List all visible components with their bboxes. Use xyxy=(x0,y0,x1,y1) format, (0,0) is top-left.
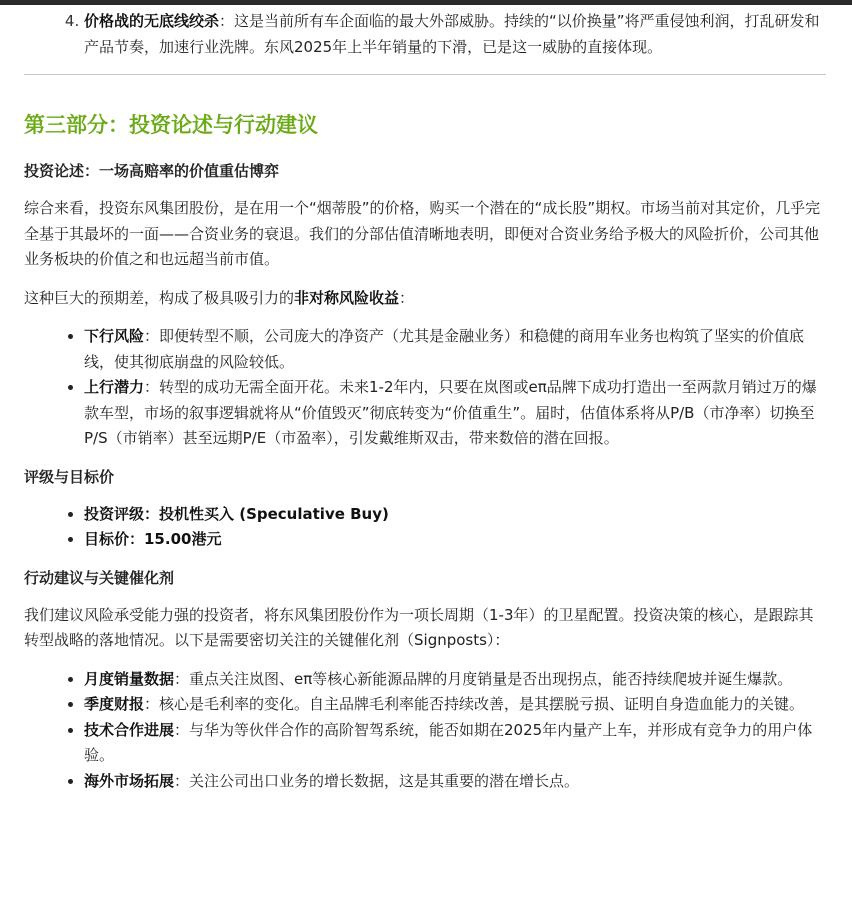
target-price-text: 目标价：15.00港元 xyxy=(84,530,222,548)
list-item xyxy=(84,718,826,769)
emphasis-text: 非对称风险收益 xyxy=(294,288,400,307)
paragraph-colon: ： xyxy=(399,288,415,307)
list-item xyxy=(84,9,826,60)
item-text: ：这是当前所有车企面临的最大外部威胁。持续的“以价换量”将严重侵蚀利润，打乱研发和产品节奏，加速行业洗牌。东风2025年上半年销量的下滑，已是这一威胁的直接体现。 xyxy=(84,12,820,56)
item-text: ：与华为等伙伴合作的高阶智驾系统，能否如期在2025年内量产上车，并形成有竞争力的用户体验。 xyxy=(84,720,813,764)
risk-list xyxy=(24,324,826,452)
list-item xyxy=(84,692,826,718)
asymmetric-paragraph xyxy=(24,286,826,312)
threats-list xyxy=(24,9,826,60)
section-divider xyxy=(24,74,826,75)
paragraph-text: 这种巨大的预期差，构成了极具吸引力的 xyxy=(24,288,295,307)
item-text: ：关注公司出口业务的增长数据，这是其重要的潜在增长点。 xyxy=(174,771,580,790)
thesis-heading: 投资论述：一场高赔率的价值重估博弈 xyxy=(24,162,280,180)
section-title: 第三部分：投资论述与行动建议 xyxy=(24,113,318,137)
item-title: 月度销量数据 xyxy=(84,669,175,688)
item-title: 季度财报 xyxy=(84,695,145,713)
list-item xyxy=(84,527,826,553)
item-text: ：核心是毛利率的变化。自主品牌毛利率能否持续改善，是其摆脱亏损、证明自身造血能力的关键。 xyxy=(144,695,805,713)
thesis-paragraph: 综合来看，投资东风集团股份，是在用一个“烟蒂股”的价格，购买一个潜在的“成长股”期权。市场当前对其定价，几乎完全基于其最坏的一面——合资业务的衰退。我们的分部估值清晰地表明，即便对合资业务给予极大的风险折价，公司其他业务板块的价值之和也远超当前市值。 xyxy=(24,199,821,268)
top-edge-bar xyxy=(0,0,852,5)
item-title: 上行潜力 xyxy=(84,378,145,396)
rating-heading: 评级与目标价 xyxy=(24,467,115,486)
list-item xyxy=(84,667,826,693)
rating-list xyxy=(24,502,826,553)
list-item xyxy=(84,769,826,795)
action-heading: 行动建议与关键催化剂 xyxy=(24,568,175,587)
item-title: 价格战的无底线绞杀 xyxy=(84,12,220,30)
rating-text: 投资评级：投机性买入 (Speculative Buy) xyxy=(84,504,389,523)
catalyst-list xyxy=(24,667,826,795)
action-paragraph: 我们建议风险承受能力强的投资者，将东风集团股份作为一项长周期（1-3年）的卫星配置。投资决策的核心，是跟踪其转型战略的落地情况。以下是需要密切关注的关键催化剂（Signposts）： xyxy=(24,605,814,649)
item-text: ：即便转型不顺，公司庞大的净资产（尤其是金融业务）和稳健的商用车业务也构筑了坚实的价值底线，使其彻底崩盘的风险较低。 xyxy=(84,327,805,371)
item-title: 海外市场拓展 xyxy=(84,771,175,790)
item-text: ：重点关注岚图、eπ等核心新能源品牌的月度销量是否出现拐点，能否持续爬坡并诞生爆款。 xyxy=(174,669,793,688)
item-title: 下行风险 xyxy=(84,327,145,345)
item-title: 技术合作进展 xyxy=(84,720,175,739)
list-item xyxy=(84,502,826,528)
item-text: ：转型的成功无需全面开花。未来1-2年内，只要在岚图或eπ品牌下成功打造出一至两款月销过万的爆款车型，市场的叙事逻辑就将从“价值毁灭”彻底转变为“价值重生”。届时，估值体系将从P/B（市净率）切换至P/S（市销率）甚至远期P/E（市盈率），引发戴维斯双击，带来数倍的潜在回报。 xyxy=(84,378,817,447)
list-item xyxy=(84,375,826,452)
article-content xyxy=(24,9,826,807)
list-item xyxy=(84,324,826,375)
